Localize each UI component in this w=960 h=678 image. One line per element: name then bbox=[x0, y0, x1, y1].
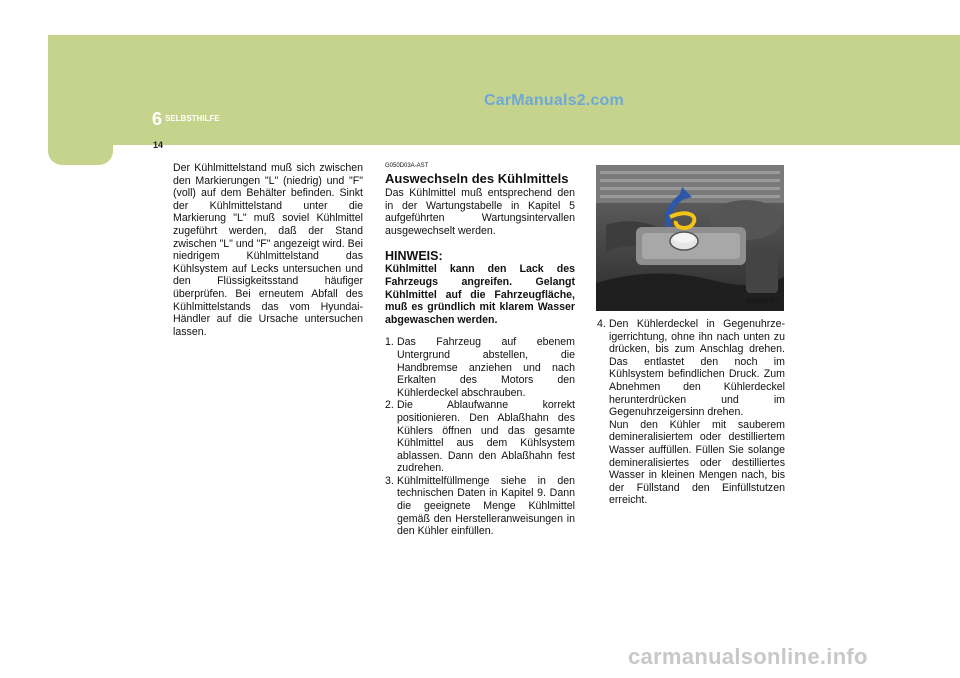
page-number-tab bbox=[48, 145, 113, 165]
step-number: 3. bbox=[385, 474, 394, 487]
list-item bbox=[385, 475, 575, 538]
page-number: 14 bbox=[153, 140, 164, 150]
engine-bay-illustration bbox=[596, 165, 784, 311]
chapter-title: SELBSTHILFE bbox=[165, 114, 220, 123]
watermark-top-link[interactable]: CarManuals2.com bbox=[484, 92, 624, 109]
list-item bbox=[385, 399, 575, 475]
step-text: Den Kühlerdeckel in Gegenuhrze-igerrichtung, ohne ihn nach unten zu drücken, bis zum Anschlag drehen. Das entlastet den noch im Kühlsystem befindlichen Druck. Zum Abnehmen den Kühlerdeckel herunterdrücken und im Gegenuhrzeigersinn drehen. bbox=[609, 318, 785, 419]
step-number: 2. bbox=[385, 399, 394, 412]
step-text: Kühlmittelfüllmenge siehe in den technischen Daten in Kapitel 9. Dann die geeignete Menge Kühlmittel gemäß den Herstelleranweisungen in den Kühler einfüllen. bbox=[397, 474, 575, 538]
step-number: 1. bbox=[385, 336, 394, 349]
header-band bbox=[48, 35, 960, 145]
section-code: G050D03A-AST bbox=[385, 163, 429, 169]
list-item bbox=[597, 318, 785, 419]
figure-code: G050D01FC bbox=[746, 299, 780, 305]
radiator-cap-photo bbox=[596, 165, 784, 311]
column-2 bbox=[385, 162, 575, 538]
note-title: HINWEIS: bbox=[385, 249, 443, 264]
chapter-number: 6 bbox=[152, 109, 163, 129]
step-number: 4. bbox=[597, 318, 606, 330]
coolant-level-text: Der Kühlmittelstand muß sich zwischen den Markierungen "L" (niedrig) und "F" (voll) auf dem Behälter befinden. Sinkt der Kühlmittelstand unter die Markierung "L" muß soviel Kühlmittel zugeführt werden, daß der Stand zwischen "L" und "F" angezeigt wird. Bei niedrigem Kühlmittelstand das Kühlsystem auf Lecks untersuchen und den Flüssigkeitsstand häufiger überprüfen. Bei erneutem Abfall des Kühlmittelstands das vom Hyundai-Händler auf die Ursache untersuchen lassen. bbox=[173, 162, 363, 338]
list-item bbox=[385, 336, 575, 399]
step-text: Die Ablaufwanne korrekt positionieren. Den Ablaßhahn des Kühlers öffnen und das gesamte Kühlmittel aus dem Kühlsystem ablassen. Dann den Ablaßhahn fest zudrehen. bbox=[397, 399, 575, 475]
step-text: Das Fahrzeug auf ebenem Untergrund abstellen, die Handbremse anziehen und nach Erkalten des Motors den Kühlerdeckel abschrauben. bbox=[397, 336, 575, 399]
note-body: Kühlmittel kann den Lack des Fahrzeugs angreifen. Gelangt Kühlmittel auf die Fahrzeugfläche, muß es gründlich mit klarem Wasser abgewaschen werden. bbox=[385, 263, 575, 326]
continuation-text: Nun den Kühler mit sauberem demineralisiertem oder destilliertem Wasser auffüllen. Füllen Sie solange demineralisiertes oder destilliertes Wasser in kleinen Mengen nach, bis der Füllstand den Einfüllstutzen erreicht. bbox=[609, 418, 785, 507]
watermark-bottom-link[interactable]: carmanualsonline.info bbox=[628, 644, 868, 669]
steps-list bbox=[385, 336, 575, 538]
column-1 bbox=[173, 162, 363, 338]
column-3 bbox=[597, 318, 785, 507]
steps-list bbox=[597, 318, 785, 419]
section-title: Auswechseln des Kühlmittels bbox=[385, 171, 569, 186]
section-intro: Das Kühlmittel muß entsprechend den in der Wartungstabelle in Kapitel 5 aufgeführten Wartungsintervallen ausgewechselt werden. bbox=[385, 187, 575, 237]
